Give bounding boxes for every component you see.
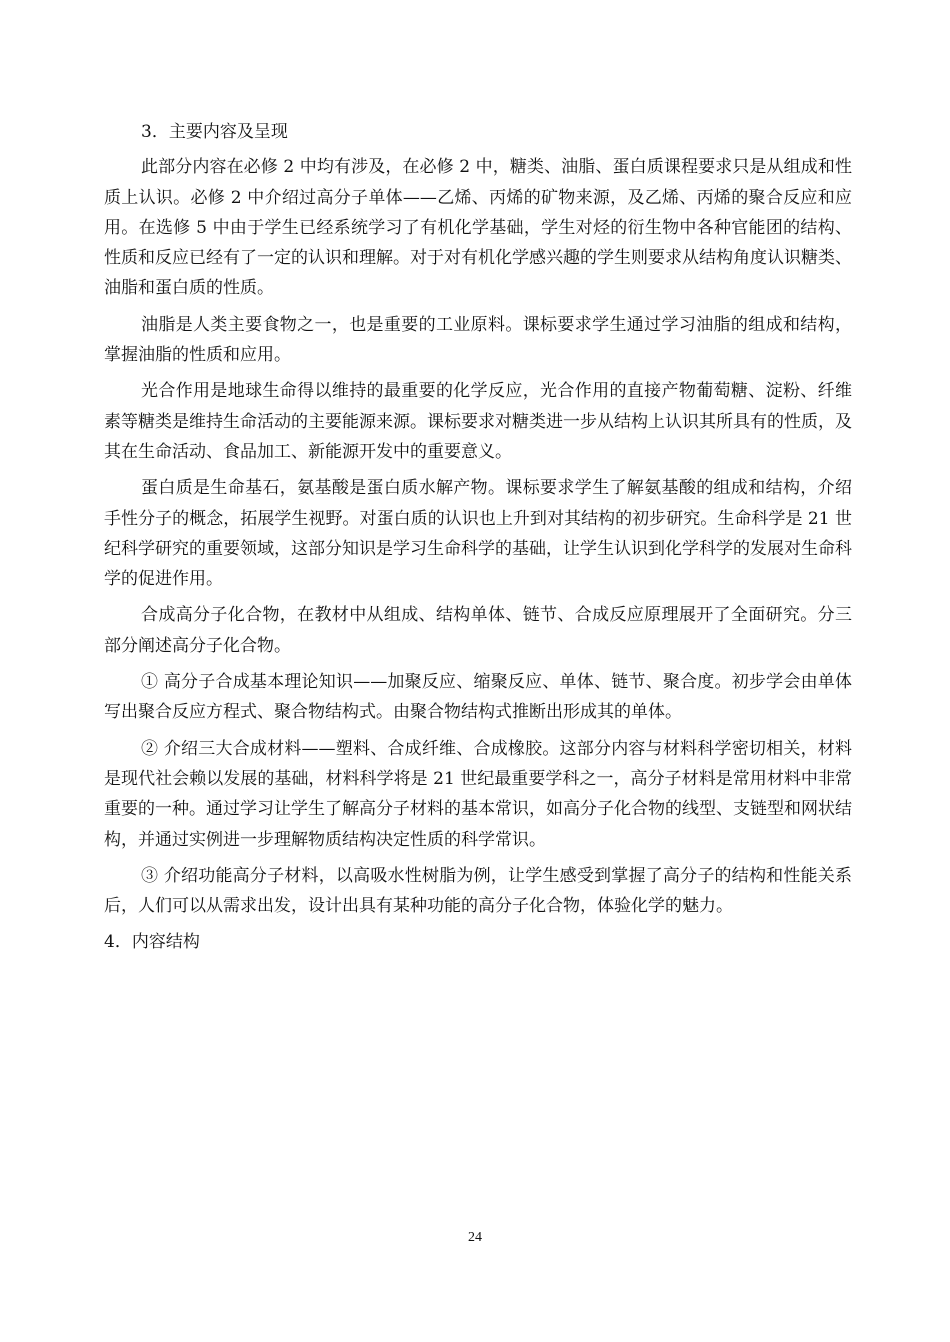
paragraph-oils-fats: 油脂是人类主要食物之一，也是重要的工业原料。课标要求学生通过学习油脂的组成和结构，掌握油脂的性质和应用。 [104, 314, 852, 366]
list-item-polymer-theory: ① 高分子合成基本理论知识——加聚反应、缩聚反应、单体、链节、聚合度。初步学会由单体写出聚合反应方程式、聚合物结构式。由聚合物结构式推断出形成其的单体。 [104, 672, 852, 723]
section-3-heading: 3．主要内容及呈现 [141, 122, 288, 142]
paragraph-carbohydrates: 光合作用是地球生命得以维持的最重要的化学反应，光合作用的直接产物葡萄糖、淀粉、纤维素等糖类是维持生命活动的主要能源来源。课标要求对糖类进一步从结构上认识其所具有的性质，及其在生命活动、食品加工、新能源开发中的重要意义。 [104, 381, 852, 462]
paragraph-compulsory-course-overview: 此部分内容在必修 2 中均有涉及，在必修 2 中，糖类、油脂、蛋白质课程要求只是从组成和性质上认识。必修 2 中介绍过高分子单体——乙烯、丙烯的矿物来源，及乙烯、丙烯的聚合反应和应用。在选修 5 中由于学生已经系统学习了有机化学基础，学生对烃的衍生物中各种官能团的结构、性质和反应已经有了一定的认识和理解。对于对有机化学感兴趣的学生则要求从结构角度认识糖类、油脂和蛋白质的性质。 [104, 157, 852, 299]
list-item-functional-polymers: ③ 介绍功能高分子材料，以高吸水性树脂为例，让学生感受到掌握了高分子的结构和性能关系后，人们可以从需求出发，设计出具有某种功能的高分子化合物，体验化学的魅力。 [104, 865, 852, 917]
paragraph-synthetic-polymers-intro: 合成高分子化合物，在教材中从组成、结构单体、链节、合成反应原理展开了全面研究。分三部分阐述高分子化合物。 [104, 605, 852, 656]
section-4-heading: 4．内容结构 [104, 932, 200, 953]
page-number: 24 [468, 1230, 482, 1245]
page-content [104, 117, 852, 964]
list-item-synthetic-materials: ② 介绍三大合成材料——塑料、合成纤维、合成橡胶。这部分内容与材料科学密切相关，材料是现代社会赖以发展的基础，材料科学将是 21 世纪最重要学科之一，高分子材料是常用材料中非常重要的一种。通过学习让学生了解高分子材料的基本常识，如高分子化合物的线型、支链型和网状结构，并通过实例进一步理解物质结构决定性质的科学常识。 [104, 738, 852, 850]
paragraph-proteins: 蛋白质是生命基石，氨基酸是蛋白质水解产物。课标要求学生了解氨基酸的组成和结构，介绍手性分子的概念，拓展学生视野。对蛋白质的认识也上升到对其结构的初步研究。生命科学是 21 世纪科学研究的重要领域，这部分知识是学习生命科学的基础，让学生认识到化学科学的发展对生命科学的促进作用。 [104, 478, 852, 590]
